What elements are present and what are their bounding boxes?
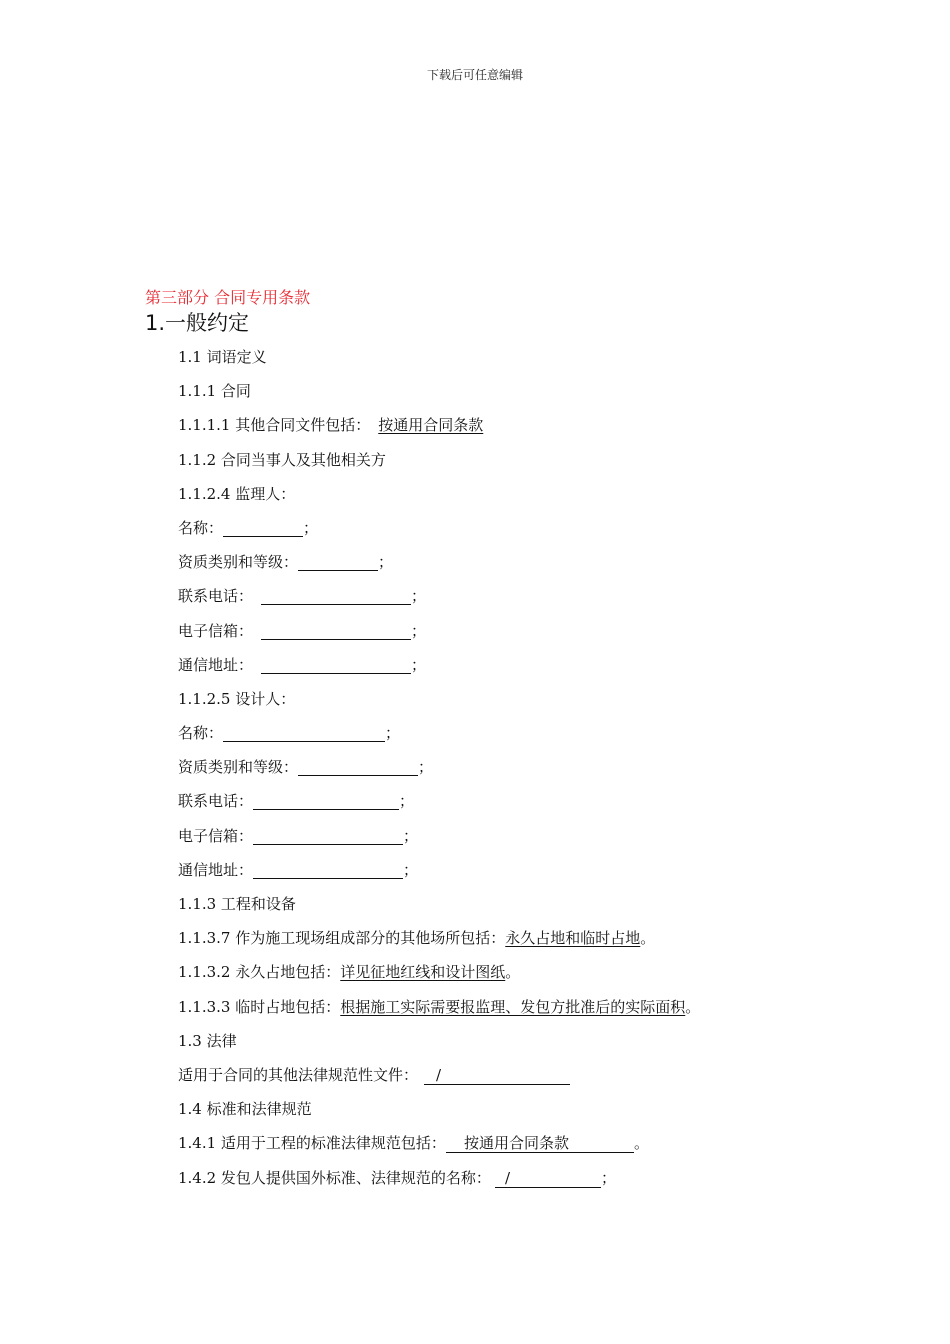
clause-1-1 — [178, 345, 898, 379]
field-label: 通信地址： — [178, 655, 254, 674]
period: 。 — [633, 1134, 649, 1153]
clause-label: 1.4.1 适用于工程的标准法律规范包括： — [178, 1134, 446, 1153]
clause-text: 1.1.2.4 监理人： — [178, 484, 296, 503]
clause-1-1-3-3 — [178, 995, 898, 1029]
clause-1-4 — [178, 1097, 898, 1131]
clause-value: 按通用合同条款 — [378, 416, 484, 435]
clause-text: 1.1.2.5 设计人： — [178, 689, 296, 708]
designer-email-row — [178, 824, 898, 858]
clause-1-1-3 — [178, 892, 898, 926]
designer-name-row — [178, 721, 898, 755]
clause-text: 1.3 法律 — [178, 1031, 237, 1050]
clause-1-1-3-2 — [178, 960, 898, 994]
semicolon: ； — [378, 553, 394, 572]
semicolon: ； — [418, 758, 434, 777]
contract-body — [178, 345, 898, 1200]
semicolon: ； — [403, 826, 419, 845]
semicolon: ； — [399, 792, 415, 811]
clause-1-1-1 — [178, 379, 898, 413]
field-label: 适用于合同的其他法律规范性文件： — [178, 1065, 419, 1084]
supervisor-qual-row — [178, 550, 898, 584]
period: 。 — [685, 997, 701, 1016]
clause-text: 1.1.3 工程和设备 — [178, 895, 296, 913]
supervisor-phone-row — [178, 584, 898, 618]
designer-qual-blank[interactable] — [298, 759, 418, 776]
field-label: 资质类别和等级： — [178, 553, 299, 572]
clause-value[interactable]: / — [495, 1169, 601, 1188]
designer-email-blank[interactable] — [253, 828, 403, 845]
field-label: 通信地址： — [178, 860, 254, 879]
semicolon: ； — [385, 724, 401, 743]
clause-text: 1.1.1 合同 — [178, 382, 251, 401]
clause-label: 1.1.3.3 临时占地包括： — [178, 997, 341, 1016]
law-docs-value[interactable]: / — [424, 1066, 570, 1085]
clause-label: 1.1.3.7 作为施工现场组成部分的其他场所包括： — [178, 929, 506, 948]
supervisor-name-row — [178, 516, 898, 550]
clause-1-1-1-1 — [178, 413, 898, 447]
clause-1-3 — [178, 1029, 898, 1063]
clause-value[interactable]: 按通用合同条款 — [446, 1134, 634, 1153]
page-header: 下载后可任意编辑 — [426, 68, 523, 82]
supervisor-name-blank[interactable] — [223, 520, 303, 537]
field-label: 资质类别和等级： — [178, 758, 299, 777]
clause-value: 根据施工实际需要报监理、发包方批准后的实际面积 — [340, 997, 686, 1016]
clause-1-1-3-7 — [178, 926, 898, 960]
clause-1-1-2-4 — [178, 482, 898, 516]
field-label: 联系电话： — [178, 587, 254, 606]
period: 。 — [640, 929, 656, 948]
clause-1-4-1 — [178, 1131, 898, 1165]
clause-label: 1.1.1.1 其他合同文件包括： — [178, 416, 371, 435]
semicolon: ； — [600, 1168, 616, 1187]
semicolon: ； — [411, 655, 427, 674]
supervisor-phone-blank[interactable] — [261, 588, 411, 605]
supervisor-email-blank[interactable] — [261, 623, 411, 640]
designer-name-blank[interactable] — [223, 725, 385, 742]
clause-text: 1.1 词语定义 — [178, 348, 267, 366]
supervisor-qual-blank[interactable] — [298, 554, 378, 571]
semicolon: ； — [411, 621, 427, 640]
clause-text: 1.1.2 合同当事人及其他相关方 — [178, 450, 386, 469]
supervisor-address-blank[interactable] — [261, 657, 411, 674]
clause-label: 1.4.2 发包人提供国外标准、法律规范的名称： — [178, 1168, 491, 1187]
clause-1-1-2-5 — [178, 687, 898, 721]
field-label: 名称： — [178, 518, 224, 537]
section-heading: 1.一般约定 — [145, 311, 250, 335]
clause-value: 永久占地和临时占地 — [505, 929, 641, 948]
period: 。 — [505, 963, 521, 982]
semicolon: ； — [403, 860, 419, 879]
clause-1-4-2 — [178, 1166, 898, 1200]
part-title: 第三部分 合同专用条款 — [145, 288, 311, 307]
field-label: 电子信箱： — [178, 621, 254, 640]
clause-1-1-2 — [178, 448, 898, 482]
supervisor-email-row — [178, 619, 898, 653]
semicolon: ； — [411, 587, 427, 606]
clause-label: 1.1.3.2 永久占地包括： — [178, 963, 341, 982]
field-label: 电子信箱： — [178, 826, 254, 845]
designer-phone-blank[interactable] — [253, 793, 399, 810]
designer-address-row — [178, 858, 898, 892]
law-docs-row — [178, 1063, 898, 1097]
designer-address-blank[interactable] — [253, 862, 403, 879]
supervisor-address-row — [178, 653, 898, 687]
semicolon: ； — [303, 518, 319, 537]
clause-text: 1.4 标准和法律规范 — [178, 1100, 312, 1119]
field-label: 名称： — [178, 724, 224, 743]
designer-qual-row — [178, 755, 898, 789]
field-label: 联系电话： — [178, 792, 254, 811]
designer-phone-row — [178, 789, 898, 823]
clause-value: 详见征地红线和设计图纸 — [340, 963, 506, 982]
